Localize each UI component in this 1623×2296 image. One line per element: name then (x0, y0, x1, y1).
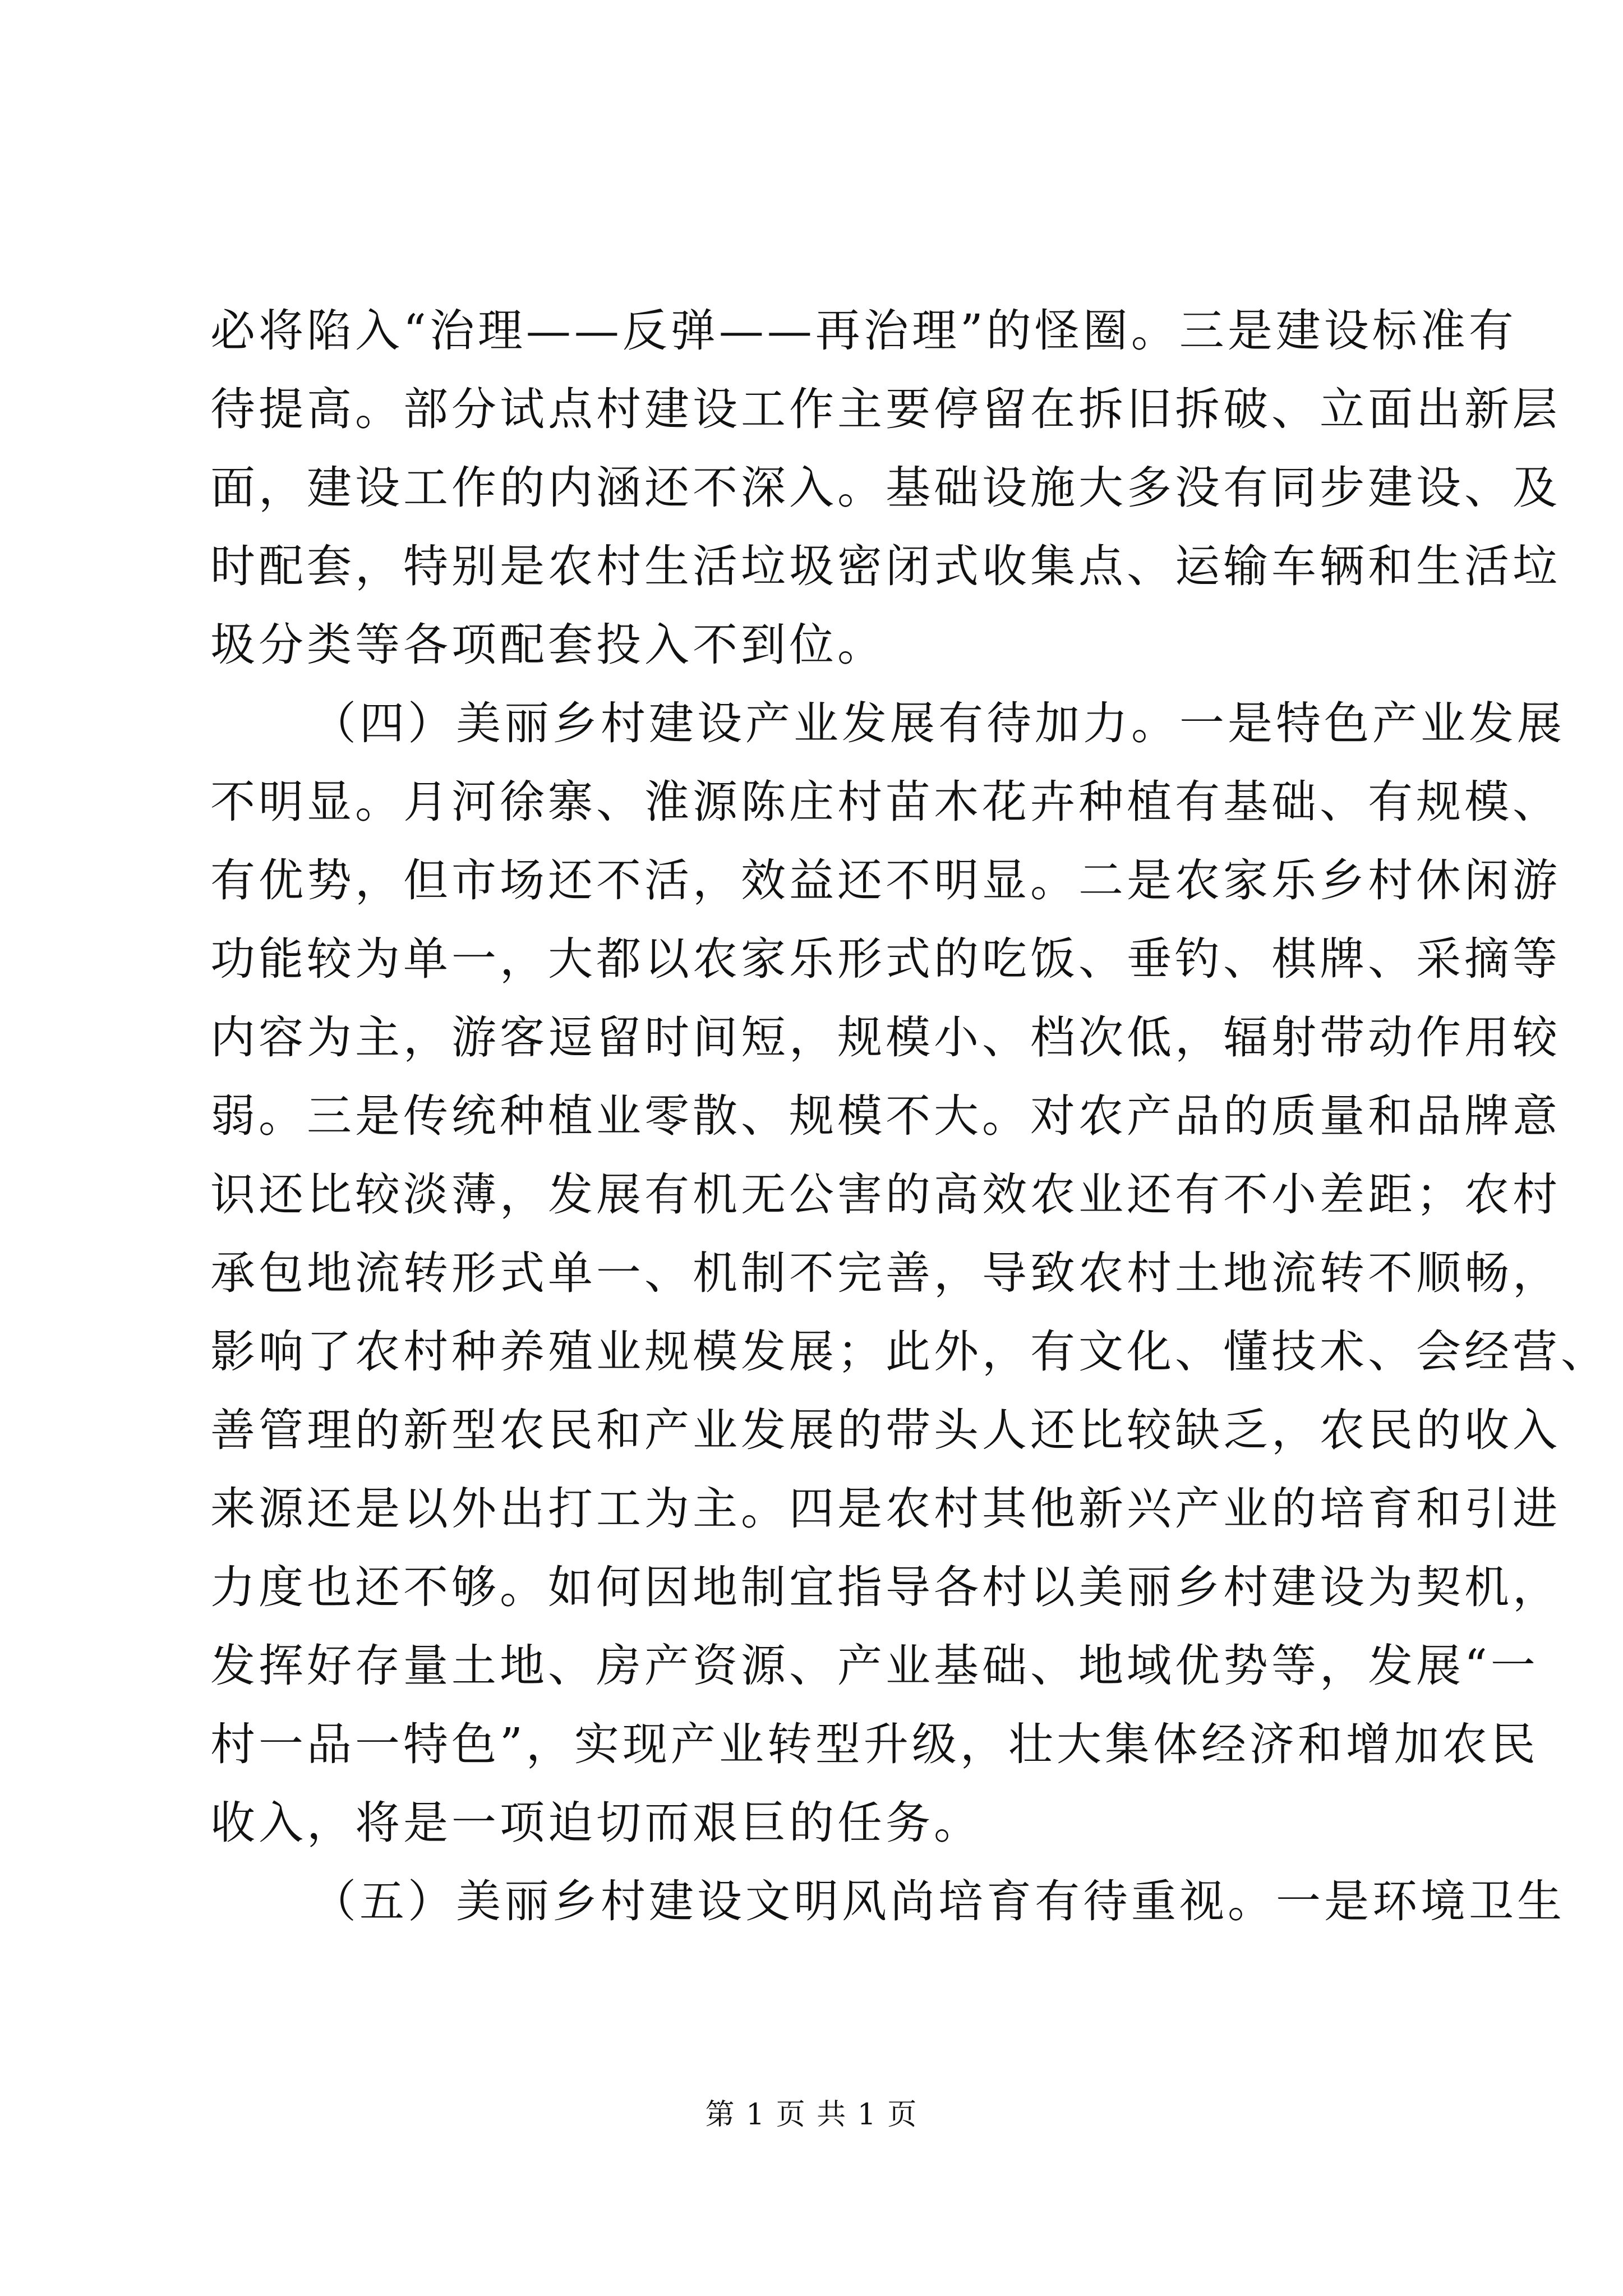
text-line: 圾分类等各项配套投入不到位。 (210, 619, 886, 671)
text-line: 村一品一特色”，实现产业转型升级，壮大集体经济和增加农民 (210, 1718, 1539, 1770)
page-number-footer: 第 1 页 共 1 页 (705, 2098, 918, 2132)
text-line: 功能较为单一，大都以农家乐形式的吃饭、垂钓、棋牌、采摘等 (210, 933, 1561, 985)
text-line: 必将陷入“治理——反弹——再治理”的怪圈。三是建设标准有 (210, 305, 1517, 357)
text-line: 承包地流转形式单一、机制不完善，导致农村土地流转不顺畅， (210, 1247, 1561, 1299)
section-heading-line: （五）美丽乡村建设文明风尚培育有待重视。一是环境卫生 (311, 1875, 1565, 1927)
text-line: 待提高。部分试点村建设工作主要停留在拆旧拆破、立面出新层 (210, 383, 1561, 435)
text-line: 力度也还不够。如何因地制宜指导各村以美丽乡村建设为契机， (210, 1561, 1561, 1613)
text-line: 不明显。月河徐寨、淮源陈庄村苗木花卉种植有基础、有规模、 (210, 776, 1561, 828)
text-line: 影响了农村种养殖业规模发展；此外，有文化、懂技术、会经营、 (210, 1326, 1609, 1378)
text-line: 发挥好存量土地、房产资源、产业基础、地域优势等，发展“一 (210, 1640, 1539, 1692)
text-line: 来源还是以外出打工为主。四是农村其他新兴产业的培育和引进 (210, 1483, 1561, 1535)
text-line: 面，建设工作的内涵还不深入。基础设施大多没有同步建设、及 (210, 462, 1561, 514)
text-line: 收入，将是一项迫切而艰巨的任务。 (210, 1797, 982, 1849)
text-line: 识还比较淡薄，发展有机无公害的高效农业还有不小差距；农村 (210, 1168, 1561, 1221)
document-body (210, 292, 1609, 1941)
section-heading-line: （四）美丽乡村建设产业发展有待加力。一是特色产业发展 (311, 697, 1565, 749)
text-line: 弱。三是传统种植业零散、规模不大。对农产品的质量和品牌意 (210, 1090, 1561, 1142)
text-line: 时配套，特别是农村生活垃圾密闭式收集点、运输车辆和生活垃 (210, 540, 1561, 592)
text-line: 善管理的新型农民和产业发展的带头人还比较缺乏，农民的收入 (210, 1404, 1561, 1456)
text-line: 有优势，但市场还不活，效益还不明显。二是农家乐乡村休闲游 (210, 854, 1561, 907)
text-line: 内容为主，游客逗留时间短，规模小、档次低，辐射带动作用较 (210, 1011, 1561, 1064)
